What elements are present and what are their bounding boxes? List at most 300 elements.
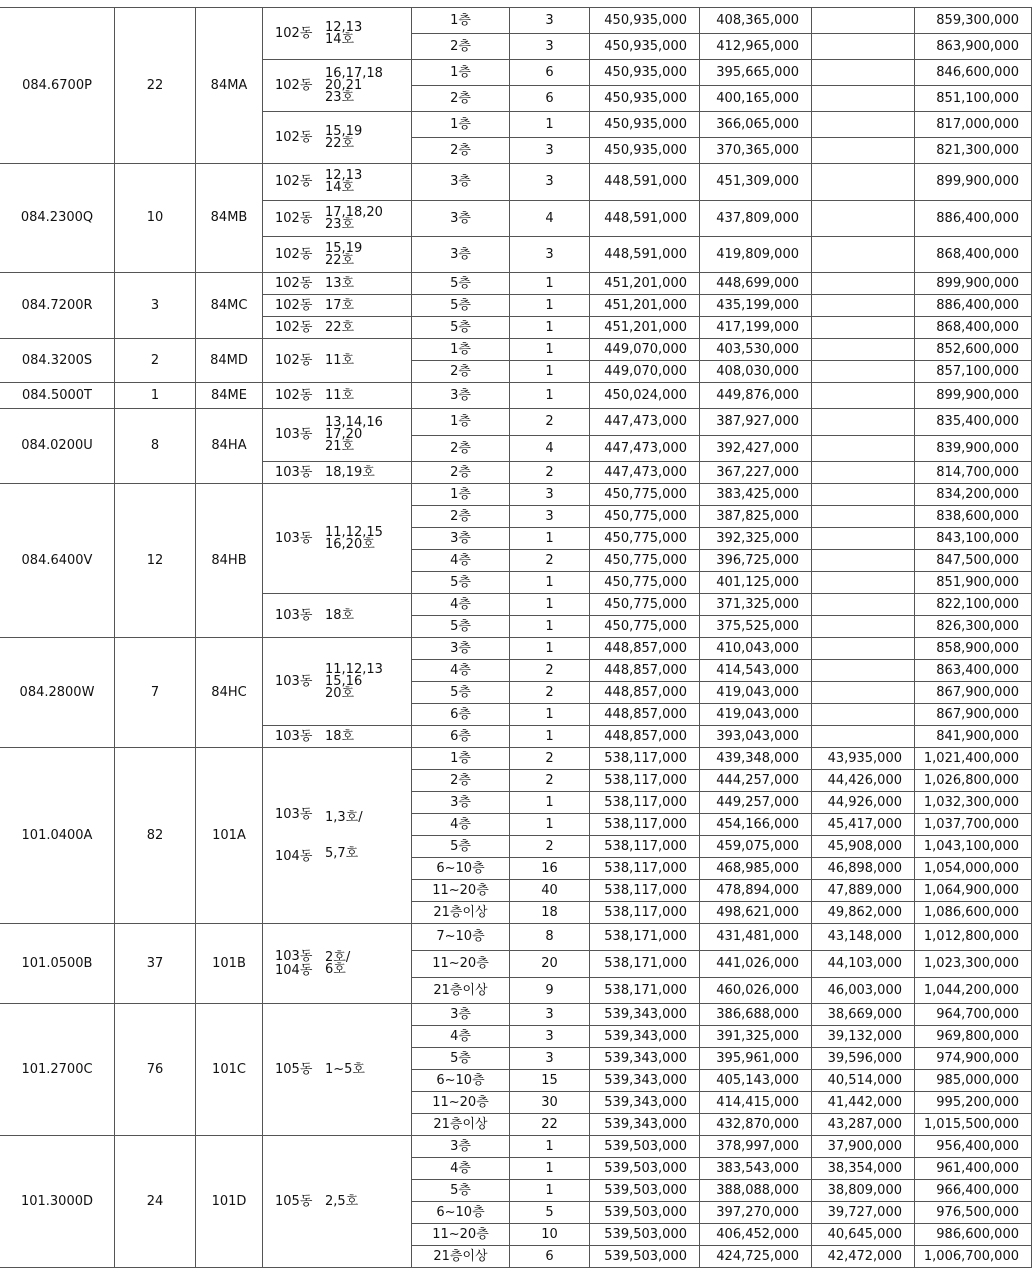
building-price-cell: 454,166,000 bbox=[700, 814, 812, 836]
building-price-cell: 410,043,000 bbox=[700, 638, 812, 660]
land-price-cell: 450,775,000 bbox=[590, 572, 700, 594]
vat-cell bbox=[812, 616, 915, 638]
vat-cell bbox=[812, 361, 915, 383]
total-price-cell: 1,044,200,000 bbox=[915, 978, 1032, 1004]
vat-cell: 38,809,000 bbox=[812, 1180, 915, 1202]
building-price-cell: 408,030,000 bbox=[700, 361, 812, 383]
ho-label: 2,5호 bbox=[325, 1193, 359, 1209]
vat-cell bbox=[812, 528, 915, 550]
vat-cell bbox=[812, 726, 915, 748]
count-cell: 1 bbox=[510, 317, 590, 339]
land-price-cell: 539,503,000 bbox=[590, 1158, 700, 1180]
vat-cell: 45,417,000 bbox=[812, 814, 915, 836]
land-price-cell: 538,117,000 bbox=[590, 880, 700, 902]
total-price-cell: 838,600,000 bbox=[915, 506, 1032, 528]
vat-cell bbox=[812, 273, 915, 295]
model-cell: 101.2700C bbox=[0, 1004, 115, 1136]
dong-label: 105동 bbox=[275, 1061, 313, 1077]
floor-cell: 11~20층 bbox=[412, 1224, 510, 1246]
units-cell: 7 bbox=[115, 638, 196, 748]
land-price-cell: 539,503,000 bbox=[590, 1246, 700, 1268]
vat-cell: 37,900,000 bbox=[812, 1136, 915, 1158]
ho-label: 1,3호/ 5,7호 bbox=[325, 809, 363, 861]
floor-cell: 11~20층 bbox=[412, 880, 510, 902]
count-cell: 2 bbox=[510, 409, 590, 436]
building-price-cell: 395,961,000 bbox=[700, 1048, 812, 1070]
units-cell: 3 bbox=[115, 273, 196, 339]
total-price-cell: 868,400,000 bbox=[915, 237, 1032, 273]
floor-cell: 4층 bbox=[412, 550, 510, 572]
type-cell: 101A bbox=[196, 748, 263, 924]
vat-cell: 43,935,000 bbox=[812, 748, 915, 770]
type-cell: 101D bbox=[196, 1136, 263, 1268]
total-price-cell: 964,700,000 bbox=[915, 1004, 1032, 1026]
dong-label: 103동 bbox=[275, 728, 313, 744]
land-price-cell: 449,070,000 bbox=[590, 361, 700, 383]
total-price-cell: 1,037,700,000 bbox=[915, 814, 1032, 836]
total-price-cell: 821,300,000 bbox=[915, 138, 1032, 164]
units-cell: 1 bbox=[115, 383, 196, 409]
building-price-cell: 419,043,000 bbox=[700, 704, 812, 726]
building-price-cell: 392,427,000 bbox=[700, 436, 812, 462]
count-cell: 3 bbox=[510, 1004, 590, 1026]
dong-ho-cell bbox=[263, 317, 412, 339]
building-price-cell: 478,894,000 bbox=[700, 880, 812, 902]
vat-cell: 41,442,000 bbox=[812, 1092, 915, 1114]
total-price-cell: 835,400,000 bbox=[915, 409, 1032, 436]
units-cell: 76 bbox=[115, 1004, 196, 1136]
floor-cell: 21층이상 bbox=[412, 1246, 510, 1268]
land-price-cell: 448,591,000 bbox=[590, 237, 700, 273]
land-price-cell: 539,343,000 bbox=[590, 1026, 700, 1048]
dong-ho-cell bbox=[263, 748, 412, 924]
count-cell: 8 bbox=[510, 924, 590, 951]
type-cell: 84MB bbox=[196, 164, 263, 273]
land-price-cell: 539,503,000 bbox=[590, 1136, 700, 1158]
model-cell: 101.0500B bbox=[0, 924, 115, 1004]
land-price-cell: 538,171,000 bbox=[590, 978, 700, 1004]
ho-label: 11호 bbox=[325, 352, 355, 368]
count-cell: 1 bbox=[510, 814, 590, 836]
land-price-cell: 450,935,000 bbox=[590, 60, 700, 86]
building-price-cell: 386,688,000 bbox=[700, 1004, 812, 1026]
dong-label: 102동 bbox=[275, 387, 313, 403]
floor-cell: 3층 bbox=[412, 528, 510, 550]
building-price-cell: 417,199,000 bbox=[700, 317, 812, 339]
building-price-cell: 383,543,000 bbox=[700, 1158, 812, 1180]
land-price-cell: 539,343,000 bbox=[590, 1092, 700, 1114]
ho-label: 15,19 22호 bbox=[325, 123, 363, 151]
vat-cell: 40,514,000 bbox=[812, 1070, 915, 1092]
floor-cell: 21층이상 bbox=[412, 978, 510, 1004]
vat-cell bbox=[812, 317, 915, 339]
floor-cell: 6층 bbox=[412, 704, 510, 726]
ho-label: 17호 bbox=[325, 297, 355, 313]
floor-cell: 3층 bbox=[412, 383, 510, 409]
land-price-cell: 539,503,000 bbox=[590, 1224, 700, 1246]
count-cell: 2 bbox=[510, 462, 590, 484]
floor-cell: 2층 bbox=[412, 770, 510, 792]
total-price-cell: 863,400,000 bbox=[915, 660, 1032, 682]
dong-label: 103동 bbox=[275, 530, 313, 546]
model-cell: 084.2300Q bbox=[0, 164, 115, 273]
dong-ho-cell bbox=[263, 295, 412, 317]
vat-cell: 44,103,000 bbox=[812, 951, 915, 978]
count-cell: 18 bbox=[510, 902, 590, 924]
dong-label: 102동 bbox=[275, 174, 313, 189]
building-price-cell: 431,481,000 bbox=[700, 924, 812, 951]
land-price-cell: 539,343,000 bbox=[590, 1070, 700, 1092]
ho-label: 12,13 14호 bbox=[325, 19, 363, 47]
floor-cell: 1층 bbox=[412, 60, 510, 86]
total-price-cell: 886,400,000 bbox=[915, 295, 1032, 317]
vat-cell bbox=[812, 660, 915, 682]
floor-cell: 2층 bbox=[412, 86, 510, 112]
total-price-cell: 1,026,800,000 bbox=[915, 770, 1032, 792]
building-price-cell: 405,143,000 bbox=[700, 1070, 812, 1092]
type-cell: 84MD bbox=[196, 339, 263, 383]
units-cell: 10 bbox=[115, 164, 196, 273]
units-cell: 24 bbox=[115, 1136, 196, 1268]
dong-label: 105동 bbox=[275, 1193, 313, 1209]
land-price-cell: 539,343,000 bbox=[590, 1048, 700, 1070]
floor-cell: 21층이상 bbox=[412, 1114, 510, 1136]
total-price-cell: 1,086,600,000 bbox=[915, 902, 1032, 924]
building-price-cell: 378,997,000 bbox=[700, 1136, 812, 1158]
count-cell: 2 bbox=[510, 836, 590, 858]
building-price-cell: 397,270,000 bbox=[700, 1202, 812, 1224]
type-cell: 84HA bbox=[196, 409, 263, 484]
total-price-cell: 867,900,000 bbox=[915, 704, 1032, 726]
floor-cell: 3층 bbox=[412, 237, 510, 273]
building-price-cell: 388,088,000 bbox=[700, 1180, 812, 1202]
vat-cell: 39,727,000 bbox=[812, 1202, 915, 1224]
floor-cell: 2층 bbox=[412, 506, 510, 528]
land-price-cell: 447,473,000 bbox=[590, 409, 700, 436]
vat-cell bbox=[812, 704, 915, 726]
count-cell: 1 bbox=[510, 273, 590, 295]
total-price-cell: 995,200,000 bbox=[915, 1092, 1032, 1114]
building-price-cell: 498,621,000 bbox=[700, 902, 812, 924]
building-price-cell: 392,325,000 bbox=[700, 528, 812, 550]
land-price-cell: 450,935,000 bbox=[590, 8, 700, 34]
building-price-cell: 444,257,000 bbox=[700, 770, 812, 792]
land-price-cell: 538,117,000 bbox=[590, 792, 700, 814]
ho-label: 17,18,20 23호 bbox=[325, 204, 383, 232]
vat-cell: 40,645,000 bbox=[812, 1224, 915, 1246]
units-cell: 12 bbox=[115, 484, 196, 638]
total-price-cell: 857,100,000 bbox=[915, 361, 1032, 383]
units-cell: 37 bbox=[115, 924, 196, 1004]
model-cell: 101.0400A bbox=[0, 748, 115, 924]
total-price-cell: 986,600,000 bbox=[915, 1224, 1032, 1246]
type-cell: 84HB bbox=[196, 484, 263, 638]
total-price-cell: 843,100,000 bbox=[915, 528, 1032, 550]
count-cell: 4 bbox=[510, 436, 590, 462]
land-price-cell: 451,201,000 bbox=[590, 317, 700, 339]
floor-cell: 4층 bbox=[412, 814, 510, 836]
ho-label: 12,13 14호 bbox=[325, 168, 363, 195]
floor-cell: 4층 bbox=[412, 594, 510, 616]
dong-ho-cell bbox=[263, 164, 412, 201]
building-price-cell: 419,809,000 bbox=[700, 237, 812, 273]
dong-label: 102동 bbox=[275, 25, 313, 41]
vat-cell bbox=[812, 550, 915, 572]
vat-cell bbox=[812, 484, 915, 506]
count-cell: 3 bbox=[510, 237, 590, 273]
land-price-cell: 538,117,000 bbox=[590, 770, 700, 792]
units-cell: 2 bbox=[115, 339, 196, 383]
total-price-cell: 1,054,000,000 bbox=[915, 858, 1032, 880]
count-cell: 3 bbox=[510, 8, 590, 34]
dong-label: 102동 bbox=[275, 210, 313, 226]
land-price-cell: 539,343,000 bbox=[590, 1004, 700, 1026]
floor-cell: 5층 bbox=[412, 1180, 510, 1202]
land-price-cell: 450,935,000 bbox=[590, 86, 700, 112]
dong-label: 102동 bbox=[275, 297, 313, 313]
floor-cell: 3층 bbox=[412, 201, 510, 237]
dong-ho-cell bbox=[263, 383, 412, 409]
total-price-cell: 826,300,000 bbox=[915, 616, 1032, 638]
model-cell: 084.2800W bbox=[0, 638, 115, 748]
count-cell: 1 bbox=[510, 704, 590, 726]
vat-cell: 43,287,000 bbox=[812, 1114, 915, 1136]
dong-ho-cell bbox=[263, 201, 412, 237]
dong-label: 102동 bbox=[275, 77, 313, 93]
building-price-cell: 414,543,000 bbox=[700, 660, 812, 682]
total-price-cell: 1,015,500,000 bbox=[915, 1114, 1032, 1136]
model-cell: 101.3000D bbox=[0, 1136, 115, 1268]
dong-label: 102동 bbox=[275, 319, 313, 335]
building-price-cell: 414,415,000 bbox=[700, 1092, 812, 1114]
total-price-cell: 846,600,000 bbox=[915, 60, 1032, 86]
total-price-cell: 834,200,000 bbox=[915, 484, 1032, 506]
land-price-cell: 448,857,000 bbox=[590, 682, 700, 704]
count-cell: 2 bbox=[510, 770, 590, 792]
building-price-cell: 387,825,000 bbox=[700, 506, 812, 528]
land-price-cell: 448,857,000 bbox=[590, 726, 700, 748]
ho-label: 11호 bbox=[325, 387, 355, 403]
count-cell: 1 bbox=[510, 383, 590, 409]
total-price-cell: 851,100,000 bbox=[915, 86, 1032, 112]
building-price-cell: 419,043,000 bbox=[700, 682, 812, 704]
land-price-cell: 450,775,000 bbox=[590, 594, 700, 616]
floor-cell: 6층 bbox=[412, 726, 510, 748]
total-price-cell: 1,023,300,000 bbox=[915, 951, 1032, 978]
vat-cell bbox=[812, 436, 915, 462]
count-cell: 6 bbox=[510, 60, 590, 86]
floor-cell: 1층 bbox=[412, 112, 510, 138]
vat-cell bbox=[812, 8, 915, 34]
floor-cell: 3층 bbox=[412, 1004, 510, 1026]
vat-cell: 43,148,000 bbox=[812, 924, 915, 951]
vat-cell bbox=[812, 138, 915, 164]
building-price-cell: 451,309,000 bbox=[700, 164, 812, 201]
land-price-cell: 538,117,000 bbox=[590, 814, 700, 836]
type-cell: 101C bbox=[196, 1004, 263, 1136]
land-price-cell: 539,503,000 bbox=[590, 1202, 700, 1224]
count-cell: 2 bbox=[510, 550, 590, 572]
type-cell: 84ME bbox=[196, 383, 263, 409]
building-price-cell: 437,809,000 bbox=[700, 201, 812, 237]
dong-ho-cell bbox=[263, 273, 412, 295]
floor-cell: 3층 bbox=[412, 792, 510, 814]
floor-cell: 4층 bbox=[412, 660, 510, 682]
land-price-cell: 450,775,000 bbox=[590, 528, 700, 550]
units-cell: 22 bbox=[115, 8, 196, 164]
total-price-cell: 1,021,400,000 bbox=[915, 748, 1032, 770]
land-price-cell: 450,935,000 bbox=[590, 138, 700, 164]
vat-cell bbox=[812, 60, 915, 86]
land-price-cell: 538,117,000 bbox=[590, 902, 700, 924]
floor-cell: 5층 bbox=[412, 572, 510, 594]
floor-cell: 11~20층 bbox=[412, 1092, 510, 1114]
count-cell: 2 bbox=[510, 660, 590, 682]
count-cell: 1 bbox=[510, 295, 590, 317]
floor-cell: 1층 bbox=[412, 339, 510, 361]
floor-cell: 5층 bbox=[412, 682, 510, 704]
building-price-cell: 448,699,000 bbox=[700, 273, 812, 295]
count-cell: 1 bbox=[510, 361, 590, 383]
floor-cell: 2층 bbox=[412, 138, 510, 164]
type-cell: 84HC bbox=[196, 638, 263, 748]
building-price-cell: 370,365,000 bbox=[700, 138, 812, 164]
count-cell: 10 bbox=[510, 1224, 590, 1246]
land-price-cell: 448,857,000 bbox=[590, 660, 700, 682]
building-price-cell: 432,870,000 bbox=[700, 1114, 812, 1136]
dong-ho-cell bbox=[263, 462, 412, 484]
vat-cell: 42,472,000 bbox=[812, 1246, 915, 1268]
dong-label: 102동 bbox=[275, 352, 313, 368]
total-price-cell: 1,064,900,000 bbox=[915, 880, 1032, 902]
vat-cell bbox=[812, 594, 915, 616]
building-price-cell: 391,325,000 bbox=[700, 1026, 812, 1048]
land-price-cell: 450,935,000 bbox=[590, 112, 700, 138]
total-price-cell: 1,043,100,000 bbox=[915, 836, 1032, 858]
land-price-cell: 450,775,000 bbox=[590, 484, 700, 506]
count-cell: 15 bbox=[510, 1070, 590, 1092]
building-price-cell: 367,227,000 bbox=[700, 462, 812, 484]
floor-cell: 6~10층 bbox=[412, 858, 510, 880]
count-cell: 30 bbox=[510, 1092, 590, 1114]
land-price-cell: 538,117,000 bbox=[590, 748, 700, 770]
vat-cell: 38,354,000 bbox=[812, 1158, 915, 1180]
dong-label: 102동 bbox=[275, 129, 313, 145]
vat-cell: 39,132,000 bbox=[812, 1026, 915, 1048]
building-price-cell: 400,165,000 bbox=[700, 86, 812, 112]
dong-label: 103동 bbox=[275, 464, 313, 480]
ho-label: 11,12,15 16,20호 bbox=[325, 524, 383, 552]
count-cell: 3 bbox=[510, 506, 590, 528]
land-price-cell: 449,070,000 bbox=[590, 339, 700, 361]
land-price-cell: 447,473,000 bbox=[590, 462, 700, 484]
building-price-cell: 366,065,000 bbox=[700, 112, 812, 138]
count-cell: 20 bbox=[510, 951, 590, 978]
vat-cell bbox=[812, 572, 915, 594]
dong-ho-cell bbox=[263, 112, 412, 164]
ho-label: 18호 bbox=[325, 728, 355, 744]
floor-cell: 5층 bbox=[412, 273, 510, 295]
total-price-cell: 985,000,000 bbox=[915, 1070, 1032, 1092]
vat-cell: 46,898,000 bbox=[812, 858, 915, 880]
building-price-cell: 375,525,000 bbox=[700, 616, 812, 638]
floor-cell: 5층 bbox=[412, 1048, 510, 1070]
floor-cell: 5층 bbox=[412, 616, 510, 638]
total-price-cell: 863,900,000 bbox=[915, 34, 1032, 60]
vat-cell bbox=[812, 164, 915, 201]
total-price-cell: 859,300,000 bbox=[915, 8, 1032, 34]
building-price-cell: 401,125,000 bbox=[700, 572, 812, 594]
building-price-cell: 439,348,000 bbox=[700, 748, 812, 770]
land-price-cell: 447,473,000 bbox=[590, 436, 700, 462]
model-cell: 084.7200R bbox=[0, 273, 115, 339]
floor-cell: 5층 bbox=[412, 317, 510, 339]
vat-cell: 46,003,000 bbox=[812, 978, 915, 1004]
total-price-cell: 899,900,000 bbox=[915, 273, 1032, 295]
dong-label: 103동 bbox=[275, 673, 313, 689]
dong-ho-cell bbox=[263, 484, 412, 594]
land-price-cell: 451,201,000 bbox=[590, 273, 700, 295]
land-price-cell: 451,201,000 bbox=[590, 295, 700, 317]
ho-label: 15,19 22호 bbox=[325, 240, 363, 268]
count-cell: 9 bbox=[510, 978, 590, 1004]
total-price-cell: 867,900,000 bbox=[915, 682, 1032, 704]
dong-label: 103동 104동 bbox=[275, 806, 313, 864]
count-cell: 1 bbox=[510, 1136, 590, 1158]
vat-cell: 38,669,000 bbox=[812, 1004, 915, 1026]
vat-cell: 44,926,000 bbox=[812, 792, 915, 814]
ho-label: 1~5호 bbox=[325, 1061, 365, 1077]
vat-cell: 49,862,000 bbox=[812, 902, 915, 924]
floor-cell: 6~10층 bbox=[412, 1202, 510, 1224]
total-price-cell: 899,900,000 bbox=[915, 383, 1032, 409]
total-price-cell: 956,400,000 bbox=[915, 1136, 1032, 1158]
type-cell: 84MA bbox=[196, 8, 263, 164]
building-price-cell: 403,530,000 bbox=[700, 339, 812, 361]
total-price-cell: 841,900,000 bbox=[915, 726, 1032, 748]
building-price-cell: 468,985,000 bbox=[700, 858, 812, 880]
type-cell: 84MC bbox=[196, 273, 263, 339]
building-price-cell: 441,026,000 bbox=[700, 951, 812, 978]
vat-cell: 47,889,000 bbox=[812, 880, 915, 902]
count-cell: 1 bbox=[510, 726, 590, 748]
land-price-cell: 538,171,000 bbox=[590, 924, 700, 951]
dong-ho-cell bbox=[263, 8, 412, 60]
vat-cell bbox=[812, 201, 915, 237]
total-price-cell: 886,400,000 bbox=[915, 201, 1032, 237]
dong-label: 102동 bbox=[275, 246, 313, 262]
building-price-cell: 395,665,000 bbox=[700, 60, 812, 86]
building-price-cell: 435,199,000 bbox=[700, 295, 812, 317]
vat-cell bbox=[812, 339, 915, 361]
land-price-cell: 538,117,000 bbox=[590, 836, 700, 858]
floor-cell: 2층 bbox=[412, 436, 510, 462]
type-cell: 101B bbox=[196, 924, 263, 1004]
count-cell: 3 bbox=[510, 484, 590, 506]
model-cell: 084.6400V bbox=[0, 484, 115, 638]
count-cell: 6 bbox=[510, 86, 590, 112]
total-price-cell: 847,500,000 bbox=[915, 550, 1032, 572]
vat-cell bbox=[812, 237, 915, 273]
dong-ho-cell bbox=[263, 409, 412, 462]
count-cell: 1 bbox=[510, 572, 590, 594]
land-price-cell: 448,857,000 bbox=[590, 638, 700, 660]
total-price-cell: 976,500,000 bbox=[915, 1202, 1032, 1224]
count-cell: 2 bbox=[510, 748, 590, 770]
vat-cell bbox=[812, 34, 915, 60]
land-price-cell: 448,591,000 bbox=[590, 164, 700, 201]
units-cell: 82 bbox=[115, 748, 196, 924]
